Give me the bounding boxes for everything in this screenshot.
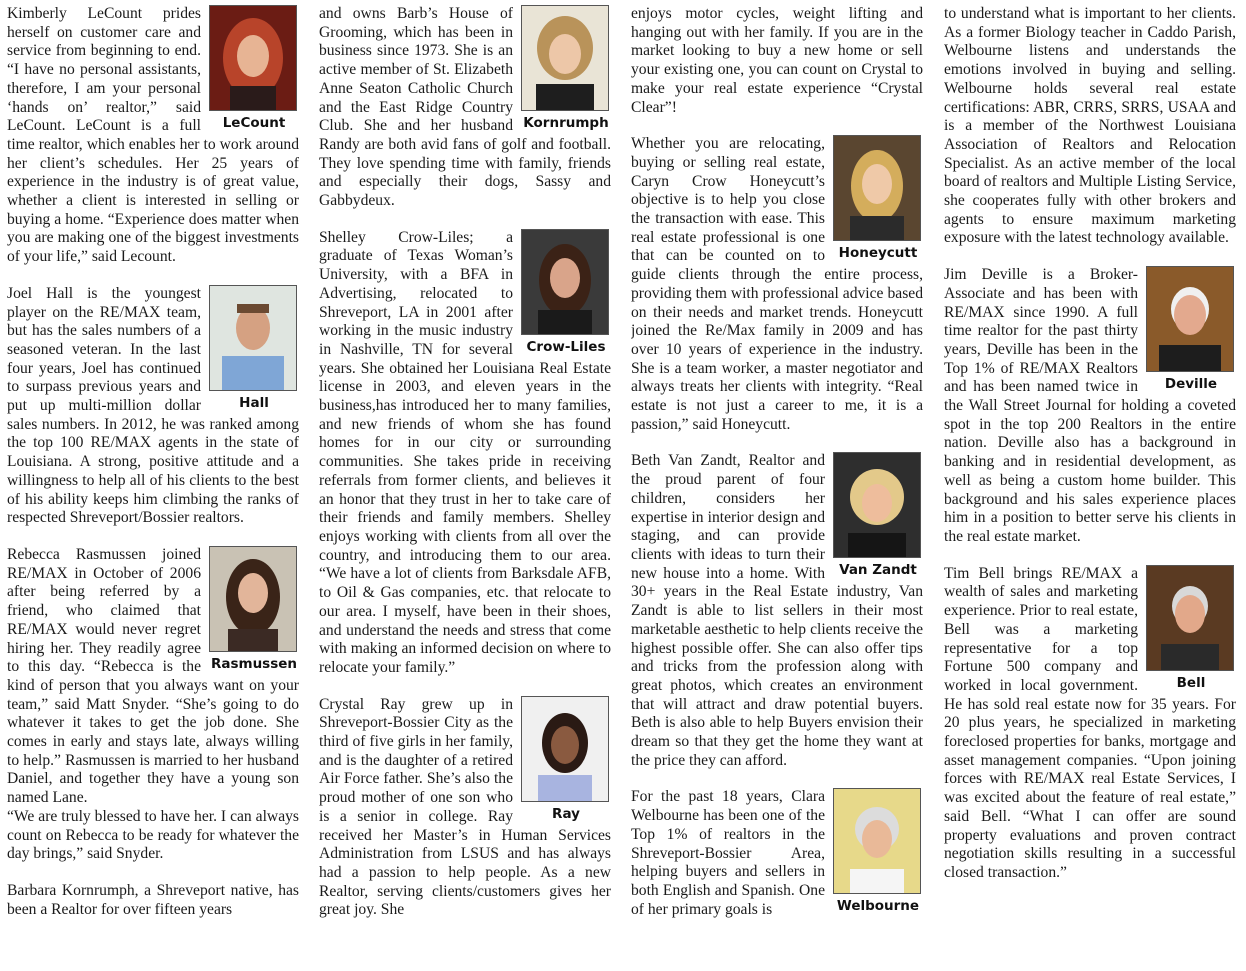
bio-text: Crystal Ray grew up in Shreveport-Bossier City as the third of five girls in her family, and is the daughter of a retired Air Force father. She’s also the proud mother of one son who is a senior in college. Ray received her Master’s in Human Services Administration from LSUS and has always had a passion to help people. As a new Realtor, serving clients/customers gives her great joy. She [319,695,611,919]
column-4 [944,5,1236,967]
caption-kornrumph: Kornrumph [523,115,609,131]
bio-text: Whether you are relocating, buying or selling real estate, Caryn Crow Honeycutt’s objective is to help you close the transaction with ease. This real estate professional is one that can be counted on to guide clients through the entire process, providing them with professional advice based on their needs and market trends. Honeycutt joined the Re/Max family in 2009 and has over 10 years of experience in the industry. She is a team worker, a master negotiator and always treats her clients with integrity. “Real estate is not just a career to me, it is a passion,” said Honeycutt. [631,135,923,433]
bio-text: Shelley Crow-Liles; a graduate of Texas Woman’s University, with a BFA in Advertising, relocated to Shreveport, LA in 2001 after working in the music industry in Nashville, TN for several years. She obtained her Louisiana Real Estate license in 2003, and eleven years in the business,has introduced her to many families, and new friends of whom she has found homes for in our city or surrounding communities. She takes pride in receiving referrals from former clients, and believes it an honor that they trust in her to take care of their friends and family members. Shelley enjoys working with clients from all over the country, and introducing them to our area. “We have a lot of clients from Barksdale AFB, to Oil & Gas companies, etc. that relocate to our area. I myself, have been in their shoes, and understand the needs and stress that come with making an informed decision on where to relocate your family.” [319,228,611,676]
photo-welbourne [833,788,921,894]
caption-rasmussen: Rasmussen [210,655,298,672]
photo-hall [209,285,297,391]
bio-welbourne [631,788,923,919]
bio-text: and owns Barb’s House of Grooming, which has been in business since 1973. She is an active member of St. Elizabeth Anne Seaton Catholic Church and the East Ridge Country Club. She and her husband Randy are both avid fans of golf and football. They love spending time with family, friends and especially their dogs, Sassy and Gabbydeux. [319,5,611,210]
bio-hall [7,285,299,528]
bio-text: enjoys motor cycles, weight lifting and hanging out with her family. If you are in the market looking to buy a new home or sell your existing one, you can count on Crystal to make your real estate experience “Crystal Clear”! [631,5,923,116]
caption-hall: Hall [239,394,269,411]
bio-text: to understand what is important to her clients. As a former Biology teacher in Caddo Parish, Welbourne listens and understands the emotions involved in buying and selling. Welbourne holds several real estate certifications: ABR, CRRS, SRRS, USAA and is a member of the Northwest Louisiana Association of Realtors and Relocation Specialist. As an active member of the local board of realtors and Multiple Listing Service, she cooperates fully with other brokers and agents to ensure maximum marketing exposure with the latest technology available. [944,5,1236,247]
photo-box-welbourne [833,788,923,916]
bio-kornrumph [319,5,611,211]
column-3 [631,5,923,967]
photo-kornrumph [521,5,609,111]
bio-rasmussen [7,546,299,864]
bio-text: Tim Bell brings RE/MAX a wealth of sales and marketing experience. Prior to real estate, Bell was a marketing representative for a top Fortune 500 company and worked in local government. He has sold real estate now for 35 years. For 20 plus years, he specialized in marketing foreclosed properties for banks, mortgage and asset management companies. “Upon joining forces with RE/MAX real Estate Services, I was excited about the feature of real estate,” said Bell. “What I can offer are sound property evaluations and proven contract negotiation skills resulting in a successful closed transaction.” [944,564,1236,881]
caption-deville: Deville [1164,376,1218,393]
caption-bell: Bell [1176,674,1206,691]
caption-ray: Ray [552,805,580,822]
caption-honeycutt: Honeycutt [838,245,918,262]
bio-ray-continued [631,5,923,117]
bio-van-zandt [631,452,923,770]
photo-box-lecount [209,5,299,133]
column-1 [7,5,299,967]
photo-crow-liles [521,229,609,335]
bio-honeycutt [631,135,923,434]
bio-welbourne-continued [944,5,1236,248]
photo-box-ray [521,696,611,824]
photo-bell [1146,565,1234,671]
bio-text: Jim Deville is a Broker-Associate and has been with RE/MAX since 1990. A full time realtor for the past thirty years, Deville has been in the Top 1% of RE/MAX Realtors and has been named twice in the Wall Street Journal for holding a coveted spot in the top 200 Realtors in the entire nation. Deville also has a background in banking and in residential development, as well as being a custom home builder. This background and his sales experience places him in a position to better serve his clients in the real estate market. [944,266,1236,545]
caption-welbourne: Welbourne [836,898,920,915]
photo-deville [1146,266,1234,372]
caption-van-zandt: Van Zandt [839,562,917,579]
bio-text: Barbara Kornrumph, a Shreveport native, has been a Realtor for over fifteen years [7,881,299,918]
bio-kornrumph-start [7,882,299,919]
column-2 [319,5,611,967]
photo-lecount [209,5,297,111]
photo-box-rasmussen [209,546,299,674]
photo-box-van-zandt [833,452,923,580]
photo-box-hall [209,285,299,413]
photo-box-honeycutt [833,135,923,263]
photo-box-kornrumph [521,5,611,133]
bio-text: Beth Van Zandt, Realtor and the proud parent of four children, considers her expertise in interior design and staging, and can provide clients with ideas to turn their new house into a home. With 30+ years in the Real Estate industry, Van Zandt is able to list sellers in their most marketable aesthetic to help clients receive the highest possible offer. She can also offer tips and tricks from the profession along with great photos, which creates an environment that will attract and draw potential buyers. Beth is also able to help Buyers envision their dream so that they get the home they want at the price they can afford. [631,452,923,769]
bio-bell [944,565,1236,883]
caption-crow-liles: Crow-Liles [526,338,606,355]
bio-lecount [7,5,299,267]
bio-quote: “We are truly blessed to have her. I can always count on Rebecca to be ready for whatever the day brings,” said Snyder. [7,807,299,863]
photo-box-deville [1146,266,1236,394]
photo-ray [521,696,609,802]
bio-crow-liles [319,229,611,678]
bio-ray [319,696,611,920]
photo-van-zandt [833,452,921,558]
photo-box-crow-liles [521,229,611,357]
photo-honeycutt [833,135,921,241]
bio-text: Kimberly LeCount prides herself on customer care and service from beginning to end. “I have no personal assistants, therefore, I am your personal ‘hands on’ realtor,” said LeCount. LeCount is a full time realtor, which enables her to work around her client’s schedules. Her 25 years of experience in the industry is of great value, whether a client is interested in selling or buying a home. “Experience does matter when you are making one of the biggest investments of your life,” said Lecount. [7,5,299,266]
bio-text: For the past 18 years, Clara Welbourne has been one of the Top 1% of realtors in the Shreveport-Bossier Area, helping buyers and sellers in both English and Spanish. One of her primary goals is [631,788,825,918]
photo-box-bell [1146,565,1236,693]
caption-lecount: LeCount [222,115,286,131]
photo-rasmussen [209,546,297,652]
bio-text: Joel Hall is the youngest player on the RE/MAX team, but has the sales numbers of a seasoned veteran. In the last four years, Joel has continued to surpass previous years and put up multi-million dollar sales numbers. In 2012, he was ranked among the top 100 RE/MAX agents in the state of Louisiana. A strong, positive attitude and a willingness to help all of his clients to the best of his ability keeps him climbing the ranks of respected Shreveport/Bossier realtors. [7,284,299,527]
bio-text: Rebecca Rasmussen joined RE/MAX in October of 2006 after being referred by a friend, who claimed that RE/MAX would never regret hiring her. They readily agree to this day. “Rebecca is the kind of person that you always want on your team,” said Matt Snyder. “She’s going to do whatever it takes to get the job done. She comes in early and stays late, always willing to help.” Rasmussen is married to her husband Daniel, and together they have a young son named Lane. [7,545,299,807]
bio-deville [944,266,1236,547]
